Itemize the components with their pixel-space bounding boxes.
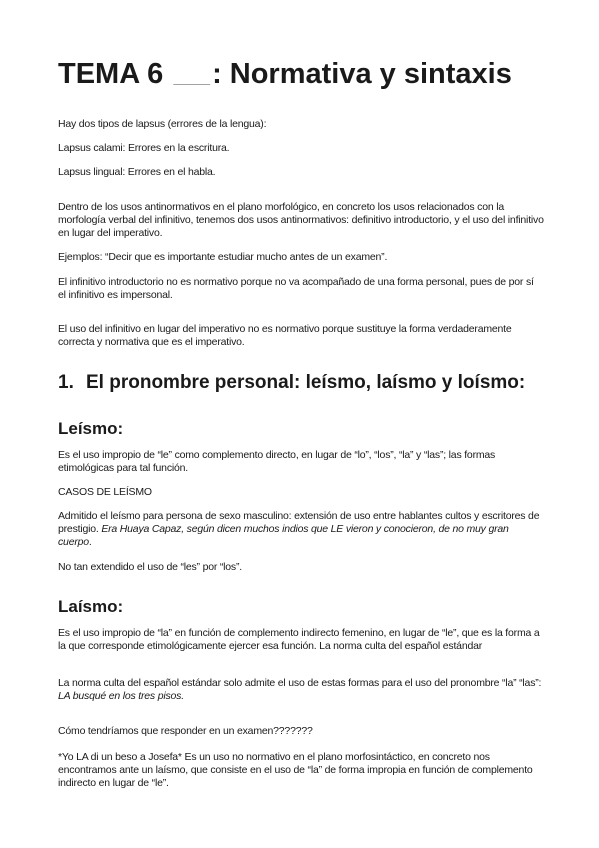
- title-rest: : Normativa y sintaxis: [212, 58, 512, 90]
- intro-paragraph-4: Dentro de los usos antinormativos en el plano morfológico, en concreto los usos relacionados con la morfología verbal del infinitivo, tenemos dos usos antinormativos: definitivo introductorio, y el uso del infinitivo en lugar del imperativo.: [58, 201, 544, 239]
- laismo-paragraph-3: Cómo tendríamos que responder en un examen???????: [58, 725, 313, 737]
- section-heading: [58, 372, 525, 394]
- laismo-paragraph-1: Es el uso impropio de “la” en función de complemento indirecto femenino, en lugar de “le”, que es la forma a la que corresponde etimológicamente ejercer esa función. La norma culta del español estándar: [58, 627, 540, 652]
- title-mark: ___________: [173, 79, 211, 85]
- section-number: 1.: [58, 372, 74, 393]
- leismo-paragraph-1: Es el uso impropio de “le” como complemento directo, en lugar de “lo”, “los”, “la” y “las”; las formas etimológicas para tal función.: [58, 449, 496, 474]
- laismo-p2-text: La norma culta del español estándar solo admite el uso de estas formas para el uso del pronombre “la” “las”:: [58, 677, 542, 689]
- laismo-heading: Laísmo:: [58, 597, 124, 616]
- intro-paragraph-2: Lapsus calami: Errores en la escritura.: [58, 142, 230, 154]
- intro-paragraph-7: El uso del infinitivo en lugar del imperativo no es normativo porque sustituye la forma verdaderamente correcta y normativa que es el imperativo.: [58, 323, 512, 348]
- page-title: [58, 58, 512, 91]
- laismo-paragraph-4: *Yo LA di un beso a Josefa* Es un uso no normativo en el plano morfosintáctico, en concreto nos encontramos ante un laísmo, que consiste en el uso de “la” de forma impropia en función de complemento indirecto en lugar de “le”.: [58, 751, 533, 789]
- leismo-paragraph-3: [58, 510, 544, 549]
- leismo-p3-end: .: [88, 536, 92, 548]
- leismo-paragraph-2: CASOS DE LEÍSMO: [58, 486, 152, 498]
- laismo-paragraph-2: [58, 677, 544, 703]
- leismo-p3-text: Admitido el leísmo para persona de sexo masculino: extensión de uso entre hablantes cultos y escritores de prestigio.: [58, 510, 540, 535]
- intro-paragraph-3: Lapsus lingual: Errores en el habla.: [58, 166, 216, 178]
- section-heading-text: El pronombre personal: leísmo, laísmo y loísmo:: [86, 372, 526, 393]
- intro-paragraph-6: El infinitivo introductorio no es normativo porque no va acompañado de una forma personal, pues de por sí el infinitivo es impersonal.: [58, 276, 534, 301]
- intro-paragraph-5: Ejemplos: “Decir que es importante estudiar mucho antes de un examen”.: [58, 251, 388, 263]
- leismo-paragraph-4: No tan extendido el uso de “les” por “los”.: [58, 561, 242, 573]
- intro-paragraph-1: Hay dos tipos de lapsus (errores de la lengua):: [58, 118, 267, 130]
- leismo-p3-example: Era Huaya Capaz, según dicen muchos indios que LE vieron y conocieron, de no muy gran cuerpo: [58, 523, 509, 548]
- laismo-p2-example: LA busqué en los tres pisos.: [58, 690, 184, 702]
- title-main: TEMA 6: [58, 58, 164, 90]
- leismo-heading: Leísmo:: [58, 419, 124, 438]
